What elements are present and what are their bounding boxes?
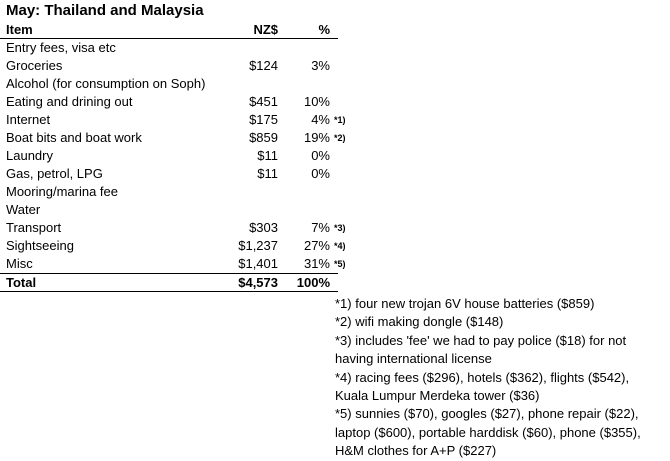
row-item: Alcohol (for consumption on Soph) — [6, 76, 206, 91]
row-nzd: $303 — [249, 220, 278, 235]
table-row — [0, 255, 346, 273]
row-pct: 10% — [303, 94, 330, 109]
row-item: Eating and drining out — [6, 94, 133, 109]
row-nzd: $11 — [257, 148, 278, 163]
row-item: Internet — [6, 112, 51, 127]
expense-table — [0, 21, 346, 292]
row-item: Gas, petrol, LPG — [6, 166, 103, 181]
total-nzd: $4,573 — [238, 275, 278, 290]
row-nzd: $124 — [249, 58, 278, 73]
table-row — [0, 219, 346, 237]
row-nzd: $1,401 — [238, 256, 278, 271]
row-nzd: $451 — [249, 94, 278, 109]
row-nzd: $11 — [257, 166, 278, 181]
row-note: *1) — [334, 115, 346, 125]
table-row — [0, 201, 338, 219]
row-item: Entry fees, visa etc — [6, 40, 116, 55]
footnote: *1) four new trojan 6V house batteries ($859) — [335, 296, 595, 311]
row-item: Misc — [6, 256, 33, 271]
footnotes — [335, 295, 665, 461]
row-pct: 0% — [311, 166, 330, 181]
footnote: *2) wifi making dongle ($148) — [335, 314, 504, 330]
row-nzd: $175 — [249, 112, 278, 127]
table-row — [0, 165, 338, 183]
total-item: Total — [6, 275, 37, 290]
table-header-row — [0, 21, 338, 39]
table-row — [0, 93, 338, 111]
footnote: *3) includes 'fee' we had to pay police ($18) for not having international license — [335, 332, 627, 367]
row-nzd: $859 — [249, 130, 278, 145]
header-nzd: NZ$ — [253, 22, 278, 37]
table-row — [0, 129, 346, 147]
row-item: Water — [6, 202, 41, 217]
table-row — [0, 147, 338, 165]
table-row — [0, 57, 338, 75]
header-pct: % — [318, 22, 330, 37]
row-pct: 7% — [311, 220, 330, 235]
table-row — [0, 237, 346, 255]
table-row — [0, 111, 346, 129]
row-pct: 27% — [303, 238, 330, 253]
row-pct: 19% — [303, 130, 330, 145]
footnote: *4) racing fees ($296), hotels ($362), flights ($542), Kuala Lumpur Merdeka tower ($36) — [335, 369, 630, 404]
row-note: *4) — [334, 241, 346, 251]
page-title: May: Thailand and Malaysia — [6, 2, 204, 19]
row-pct: 3% — [311, 58, 330, 73]
row-note: *2) — [334, 133, 346, 143]
row-note: *3) — [334, 223, 346, 233]
row-pct: 31% — [303, 256, 330, 271]
row-item: Laundry — [6, 148, 53, 163]
row-item: Transport — [6, 220, 62, 235]
row-item: Mooring/marina fee — [6, 184, 118, 199]
row-item: Groceries — [6, 58, 63, 73]
table-row — [0, 183, 338, 201]
total-pct: 100% — [296, 275, 330, 290]
table-total-row — [0, 273, 338, 292]
header-item: Item — [6, 22, 33, 37]
row-note: *5) — [334, 259, 346, 269]
table-row — [0, 39, 338, 57]
row-item: Boat bits and boat work — [6, 130, 142, 145]
row-pct: 4% — [311, 112, 330, 127]
row-item: Sightseeing — [6, 238, 74, 253]
row-pct: 0% — [311, 148, 330, 163]
footnote: *5) sunnies ($70), googles ($27), phone repair ($22), laptop ($600), portable harddisk ($60), phone ($355), H&M clothes for A+P ($227) — [335, 406, 641, 459]
row-nzd: $1,237 — [238, 238, 278, 253]
table-row — [0, 75, 338, 93]
